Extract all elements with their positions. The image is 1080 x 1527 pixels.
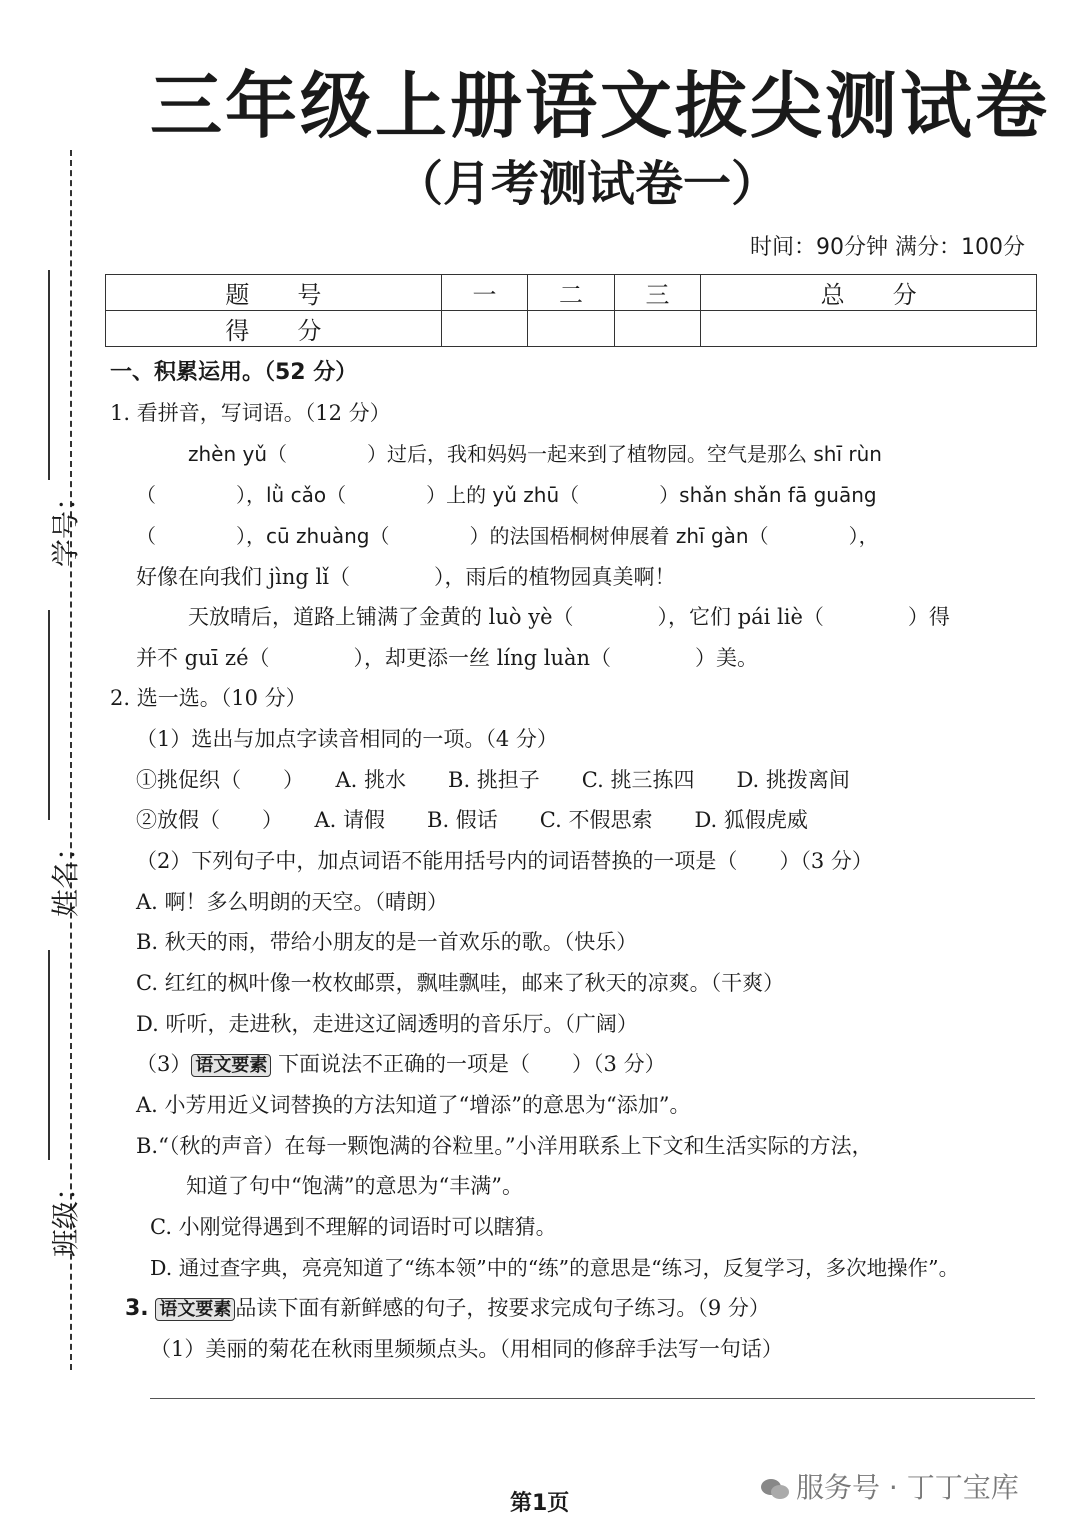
element-tag: 语文要素	[155, 1298, 235, 1321]
subquestion-text: 下面说法不正确的一项是（ ）（3 分）	[278, 1052, 666, 1076]
question-heading: 1. 看拼音，写词语。（12 分）	[110, 401, 391, 425]
answer-line	[150, 1398, 1035, 1399]
option-line: 知道了句中“饱满”的意思为“丰满”。	[186, 1174, 523, 1198]
wechat-icon	[760, 1476, 790, 1502]
score-cell-blank	[528, 311, 615, 347]
score-table-header-row	[106, 275, 1037, 311]
score-cell: 总 分	[701, 275, 1037, 311]
score-table	[105, 274, 1037, 347]
text-line: 并不 guī zé（ ），却更添一丝 líng luàn（ ）美。	[136, 646, 759, 670]
exam-subtitle: （月考测试卷一）	[395, 156, 780, 212]
option-line: ①挑促织（ ） A. 挑水 B. 挑担子 C. 挑三拣四 D. 挑拨离间	[136, 768, 850, 792]
text-line	[136, 1048, 666, 1078]
text-line: 天放晴后，道路上铺满了金黄的 luò yè（ ），它们 pái liè（ ）得	[188, 605, 950, 629]
score-cell-blank	[441, 311, 528, 347]
text-line: （ ），lǜ cǎo（ ）上的 yǔ zhū（ ）shǎn shǎn fā guāng	[136, 483, 877, 507]
option-line: ②放假（ ） A. 请假 B. 假话 C. 不假思索 D. 狐假虎威	[136, 808, 808, 832]
student-no-label: 学号：	[49, 482, 83, 568]
question-number: 3.	[125, 1296, 149, 1321]
option-line: B.“（秋的声音）在每一颗饱满的谷粒里。”小洋用联系上下文和生活实际的方法，	[136, 1134, 873, 1158]
option-line: D. 听听，走进秋，走进这辽阔透明的音乐厅。（广阔）	[136, 1012, 638, 1036]
score-cell: 二	[528, 275, 615, 311]
page-number: 第1页	[510, 1491, 570, 1516]
class-line	[48, 950, 50, 1160]
time-info: 时间：90分钟 满分：100分	[750, 235, 1025, 260]
student-no-line	[48, 270, 50, 480]
option-line: B. 秋天的雨，带给小朋友的是一首欢乐的歌。（快乐）	[136, 930, 638, 954]
option-line: D. 通过查字典，亮亮知道了“练本领”中的“练”的意思是“练习，反复学习，多次地操作”。	[150, 1256, 960, 1280]
exam-title: 三年级上册语文拔尖测试卷	[150, 64, 1051, 148]
score-cell-blank	[614, 311, 701, 347]
score-cell-blank	[701, 311, 1037, 347]
name-line	[48, 610, 50, 820]
option-line: C. 红红的枫叶像一枚枚邮票，飘哇飘哇，邮来了秋天的凉爽。（干爽）	[136, 971, 785, 995]
text-line: （1）选出与加点字读音相同的一项。（4 分）	[136, 727, 558, 751]
question-heading: 2. 选一选。（10 分）	[110, 686, 307, 710]
score-cell: 三	[614, 275, 701, 311]
watermark	[760, 1466, 1019, 1506]
question-heading	[125, 1292, 770, 1322]
text-line: （2）下列句子中，加点词语不能用括号内的词语替换的一项是（ ）（3 分）	[136, 849, 873, 873]
watermark-text: 服务号 · 丁丁宝库	[796, 1471, 1019, 1504]
name-label: 姓名：	[49, 832, 83, 918]
option-line: C. 小刚觉得遇到不理解的词语时可以瞎猜。	[150, 1215, 557, 1239]
text-line: （ ），cū zhuàng（ ）的法国梧桐树伸展着 zhī gàn（ ），	[136, 524, 879, 548]
section-heading: 一、积累运用。（52 分）	[110, 360, 358, 385]
class-label: 班级：	[49, 1172, 83, 1258]
score-cell: 题 号	[106, 275, 442, 311]
text-line: 好像在向我们 jìng lǐ（ ），雨后的植物园真美啊！	[136, 565, 676, 589]
option-line: A. 小芳用近义词替换的方法知道了“增添”的意思为“添加”。	[136, 1093, 691, 1117]
text-line: zhèn yǔ（ ）过后，我和妈妈一起来到了植物园。空气是那么 shī rùn	[188, 442, 882, 466]
text-line: （1）美丽的菊花在秋雨里频频点头。（用相同的修辞手法写一句话）	[150, 1337, 783, 1361]
subquestion-number: （3）	[136, 1052, 192, 1076]
score-cell: 得 分	[106, 311, 442, 347]
option-line: A. 啊！多么明朗的天空。（晴朗）	[136, 890, 449, 914]
question-text: 品读下面有新鲜感的句子，按要求完成句子练习。（9 分）	[235, 1296, 770, 1320]
score-cell: 一	[441, 275, 528, 311]
score-table-score-row	[106, 311, 1037, 347]
element-tag: 语文要素	[191, 1054, 271, 1077]
